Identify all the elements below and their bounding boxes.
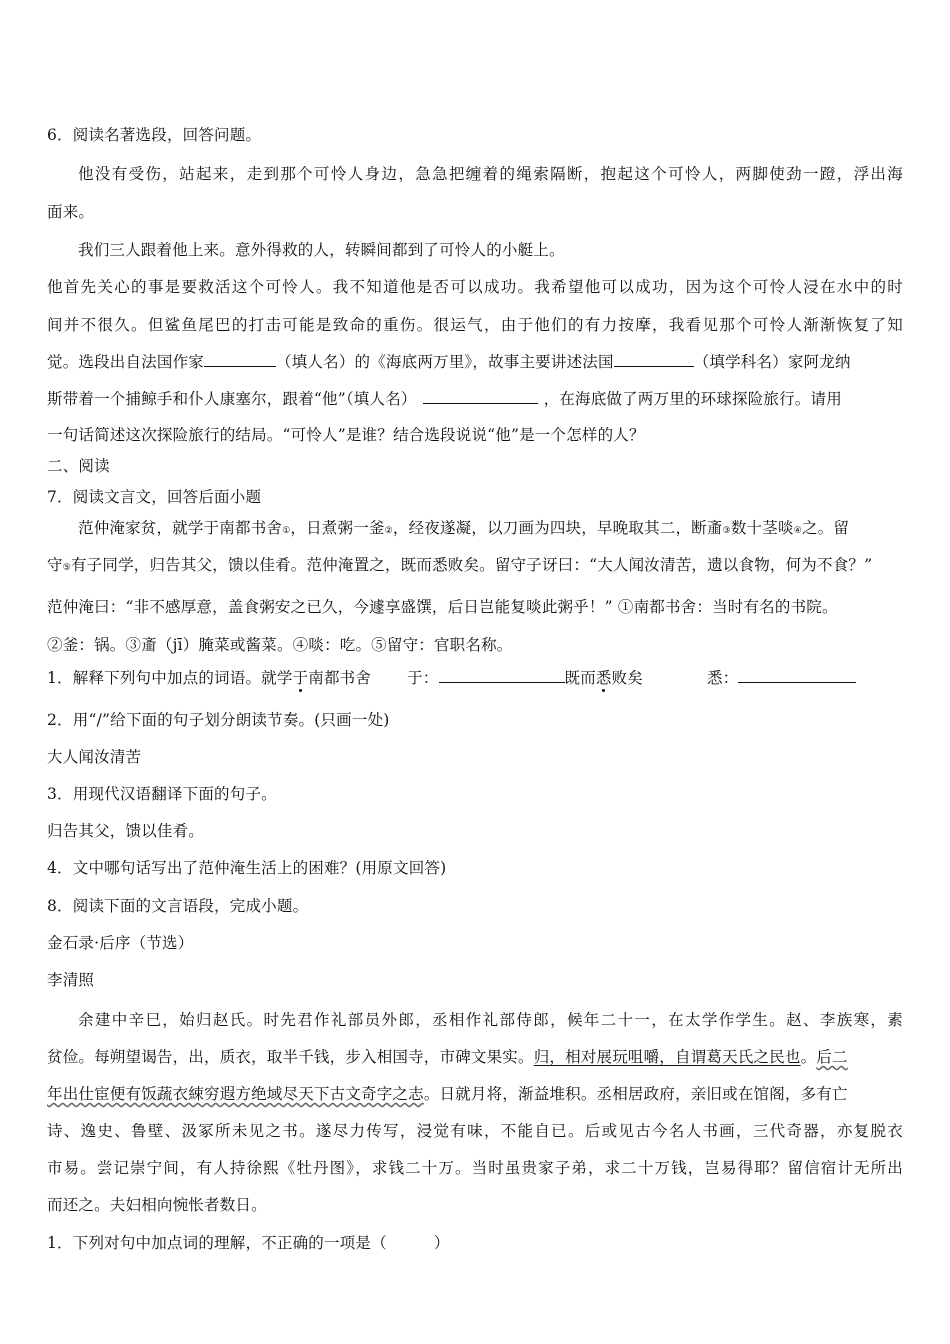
footnote-marker: ① — [282, 526, 291, 536]
sub1-label: 悉： — [707, 669, 739, 687]
q8-title: 金石录·后序（节选） — [47, 934, 194, 952]
q7-text-line2 — [47, 555, 903, 578]
q6-line3-text-b: （填人名）的《海底两万里》，故事主要讲述法国 — [276, 353, 614, 371]
footnote-marker: ⑤ — [62, 563, 71, 573]
footnote-marker: ④ — [793, 526, 802, 536]
q7-text-line1 — [78, 518, 903, 541]
sub1-text: 南都书舍 — [308, 669, 372, 687]
q7-sub3-sentence: 归告其父，馈以佳肴。 — [47, 822, 205, 840]
section-heading: 二、阅读 — [47, 457, 110, 475]
q7-notes: ②釜：锅。③齑（jī）腌菜或酱菜。④啖：吃。⑤留守：官职名称。 — [47, 636, 513, 654]
answer-blank-xi[interactable] — [738, 668, 856, 683]
q7-text-seg: 数十茎啖 — [730, 519, 794, 537]
q8-text-seg: 。日就月将，渐益堆积。丞相居政府，亲旧或在馆阁，多有亡 — [423, 1085, 848, 1103]
q8-sub1: 1．下列对句中加点词的理解，不正确的一项是（ ） — [47, 1234, 450, 1252]
wavy-underlined-sentence: 年出仕宦便有饭蔬衣綀穷遐方绝域尽天下古文奇字之志 — [47, 1085, 424, 1103]
underlined-sentence: 归，相对展玩咀嚼，自谓葛天氏之民也 — [533, 1048, 801, 1066]
sub1-text: 1．解释下列句中加点的词语。就学 — [47, 669, 293, 687]
sub1-text: 败矣 — [611, 669, 644, 687]
q7-sub2-sentence: 大人闻汝清苦 — [47, 748, 142, 766]
q6-para3-line5: 一句话简述这次探险旅行的结局。“可怜人”是谁？结合选段说说“他”是一个怎样的人？ — [47, 426, 645, 444]
answer-blank-yu[interactable] — [439, 668, 565, 683]
q7-text-seg: ，日煮粥一釜 — [290, 519, 385, 537]
q6-line3-text-a: 觉。选段出自法国作家 — [47, 353, 205, 371]
dotted-word: 悉 — [595, 669, 612, 687]
q8-text-seg: 贫俭。每朔望谒告，出，质衣，取半千钱，步入相国寺，市碑文果实。 — [47, 1048, 534, 1066]
sub1-label: 于： — [407, 669, 439, 687]
q6-para2: 我们三人跟着他上来。意外得救的人，转瞬间都到了可怜人的小艇上。 — [78, 241, 565, 259]
q6-para1-line1: 他没有受伤，站起来，走到那个可怜人身边，急急把缠着的绳索隔断，抱起这个可怜人，两脚使劲一蹬，浮出海 — [78, 165, 903, 183]
q8-line5: 市易。尝记崇宁间，有人持徐熙《牡丹图》，求钱二十万。当时虽贵家子弟，求二十万钱，岂易得耶？留信宿计无所出 — [47, 1159, 903, 1177]
q8-heading: 8．阅读下面的文言语段，完成小题。 — [47, 897, 309, 915]
q7-text-seg: 守 — [47, 556, 63, 574]
q8-line2 — [47, 1047, 903, 1067]
q6-para1-line2: 面来。 — [47, 203, 95, 221]
wavy-underlined-sentence: 后二 — [816, 1048, 848, 1066]
footnote-marker: ③ — [722, 526, 731, 536]
author-blank[interactable] — [204, 352, 276, 367]
q8-line3 — [47, 1084, 903, 1104]
q7-sub2: 2．用“/”给下面的句子划分朗读节奏。(只画一处) — [47, 711, 390, 729]
footnote-marker: ② — [384, 526, 393, 536]
q7-sub1 — [47, 668, 903, 688]
dotted-word: 于 — [292, 669, 309, 687]
q7-sub3: 3．用现代汉语翻译下面的句子。 — [47, 785, 277, 803]
q8-line4: 诗、逸史、鲁壁、汲冢所未见之书。遂尽力传写，浸觉有味，不能自已。后或见古今名人书画，三代奇器，亦复脱衣 — [47, 1122, 903, 1140]
q6-para3-line1: 他首先关心的事是要救活这个可怜人。我不知道他是否可以成功。我希望他可以成功，因为这个可怜人浸在水中的时 — [47, 278, 903, 296]
q6-para3-line4 — [47, 389, 903, 409]
q6-line4-text-a: 斯带着一个捕鲸手和仆人康塞尔，跟着“他”（填人名） — [47, 390, 417, 408]
sub1-text: 既而 — [564, 669, 596, 687]
q7-sub4: 4．文中哪句话写出了范仲淹生活上的困难？(用原文回答) — [47, 859, 447, 877]
q7-text-seg: ，经夜遂凝，以刀画为四块，早晚取其二，断齑 — [392, 519, 723, 537]
q6-heading: 6．阅读名著选段，回答问题。 — [47, 126, 262, 144]
q7-text-seg: 范仲淹家贫，就学于南都书舍 — [78, 519, 283, 537]
q8-line6: 而还之。夫妇相向惋怅者数日。 — [47, 1196, 267, 1214]
q6-para3-line2: 间并不很久。但鲨鱼尾巴的打击可能是致命的重伤。很运气，由于他们的有力按摩，我看见那个可怜人渐渐恢复了知 — [47, 316, 903, 334]
q7-heading: 7．阅读文言文，回答后面小题 — [47, 488, 262, 506]
q7-text-line3: 范仲淹曰：“非不感厚意，盖食粥安之已久，今遽享盛馔，后日岂能复啖此粥乎！” ①南都书舍：当时有名的书院。 — [47, 598, 838, 616]
q6-line3-text-c: （填学科名）家阿龙纳 — [693, 353, 851, 371]
q7-text-seg: 之。留 — [801, 519, 850, 537]
q6-para3-line3 — [47, 352, 903, 372]
q6-line4-text-b: ，在海底做了两万里的环球探险旅行。请用 — [543, 390, 842, 408]
q8-line1: 余建中辛巳，始归赵氏。时先君作礼部员外郎，丞相作礼部侍郎，候年二十一，在太学作学生。赵、李族寒，素 — [78, 1011, 903, 1029]
q7-text-seg: 有子同学，归告其父，馈以佳肴。范仲淹置之，既而悉败矣。留守子讶曰：“大人闻汝清苦，遗以食物，何为不食？” — [70, 556, 873, 574]
subject-blank[interactable] — [614, 352, 694, 367]
q8-author: 李清照 — [47, 971, 95, 989]
q8-text-seg: 。 — [800, 1048, 817, 1066]
name-blank[interactable] — [423, 389, 538, 404]
